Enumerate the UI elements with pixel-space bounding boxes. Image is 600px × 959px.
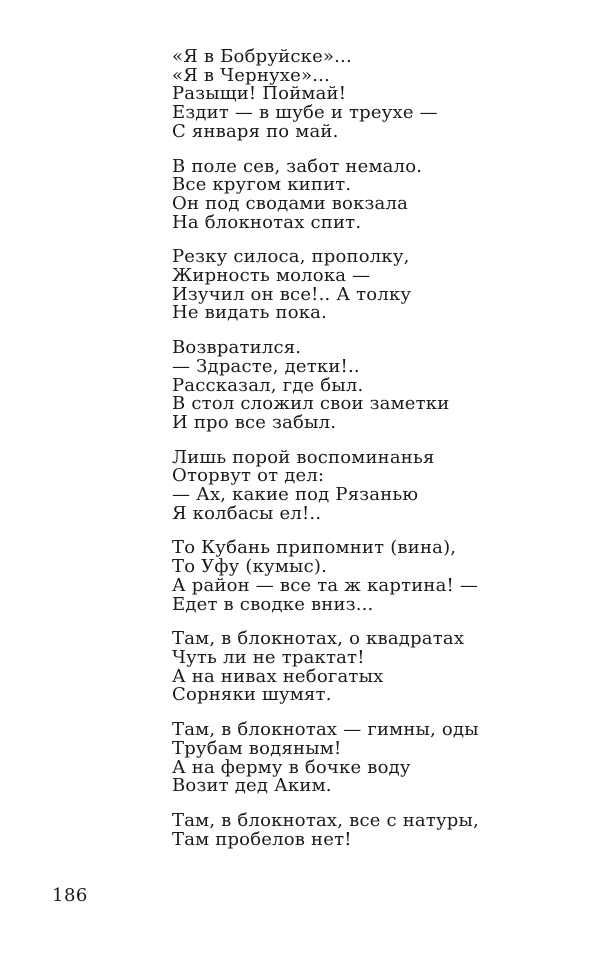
poem-line: — Ах, какие под Рязанью [172, 484, 419, 506]
poem-line: И про все забыл. [172, 411, 337, 433]
poem-line: Чуть ли не трактат! [172, 646, 365, 668]
stanza-6 [172, 539, 572, 614]
stanza-7 [172, 630, 572, 705]
poem-line: Разыщи! Поймай! [172, 83, 347, 105]
stanza-4 [172, 339, 572, 433]
poem-line: Жирность молока — [172, 265, 371, 287]
poem-line: Там, в блокнотах, о квадратах [172, 628, 465, 650]
stanza-9 [172, 809, 572, 850]
stanza-5 [172, 446, 572, 524]
stanza-8 [172, 721, 572, 796]
poem-line: Там, в блокнотах — гимны, оды [172, 719, 479, 741]
poem-line: То Кубань припомнит (вина), [172, 537, 457, 559]
poem-line: А на нивах небогатых [172, 665, 384, 687]
poem-line: Он под сводами вокзала [172, 192, 409, 214]
poem-line: Лишь порой воспоминанья [172, 446, 435, 468]
poem-line: С января по май. [172, 120, 339, 142]
poem-line: Трубам водяным! [172, 737, 342, 759]
poem-line: Оторвут от дел: [172, 465, 325, 487]
poem-line: В стол сложил свои заметки [172, 393, 450, 415]
poem-line: А район — все та ж картина! — [172, 574, 479, 596]
poem-line: Рассказал, где был. [172, 374, 364, 396]
poem-line: Едет в сводке вниз... [172, 593, 374, 615]
stanza-3 [172, 248, 572, 323]
poem-line: А на ферму в бочке воду [172, 756, 411, 778]
poem-line: Возит дед Аким. [172, 775, 332, 797]
poem-line: Там, в блокнотах, все с натуры, [172, 809, 479, 831]
poem-line: Возвратился. [172, 337, 302, 359]
page-number: 186 [52, 885, 88, 906]
poem-line: Все кругом кипит. [172, 174, 352, 196]
poem [172, 48, 572, 865]
poem-line: Изучил он все!.. А толку [172, 283, 412, 305]
poem-line: «Я в Чернухе»... [172, 64, 330, 86]
poem-line: То Уфу (кумыс). [172, 556, 327, 578]
poem-line: Резку силоса, прополку, [172, 246, 410, 268]
poem-line: Не видать пока. [172, 302, 328, 324]
poem-line: Ездит — в шубе и треухе — [172, 102, 438, 124]
poem-line: Сорняки шумят. [172, 684, 332, 706]
stanza-1 [172, 48, 572, 142]
poem-line: «Я в Бобруйске»... [172, 46, 352, 67]
poem-line: Я колбасы ел!.. [172, 502, 322, 524]
poem-line: Там пробелов нет! [172, 828, 352, 850]
poem-line: — Здрасте, детки!.. [172, 355, 360, 377]
poem-line: В поле сев, забот немало. [172, 155, 423, 177]
stanza-2 [172, 155, 572, 233]
poem-line: На блокнотах спит. [172, 211, 362, 233]
